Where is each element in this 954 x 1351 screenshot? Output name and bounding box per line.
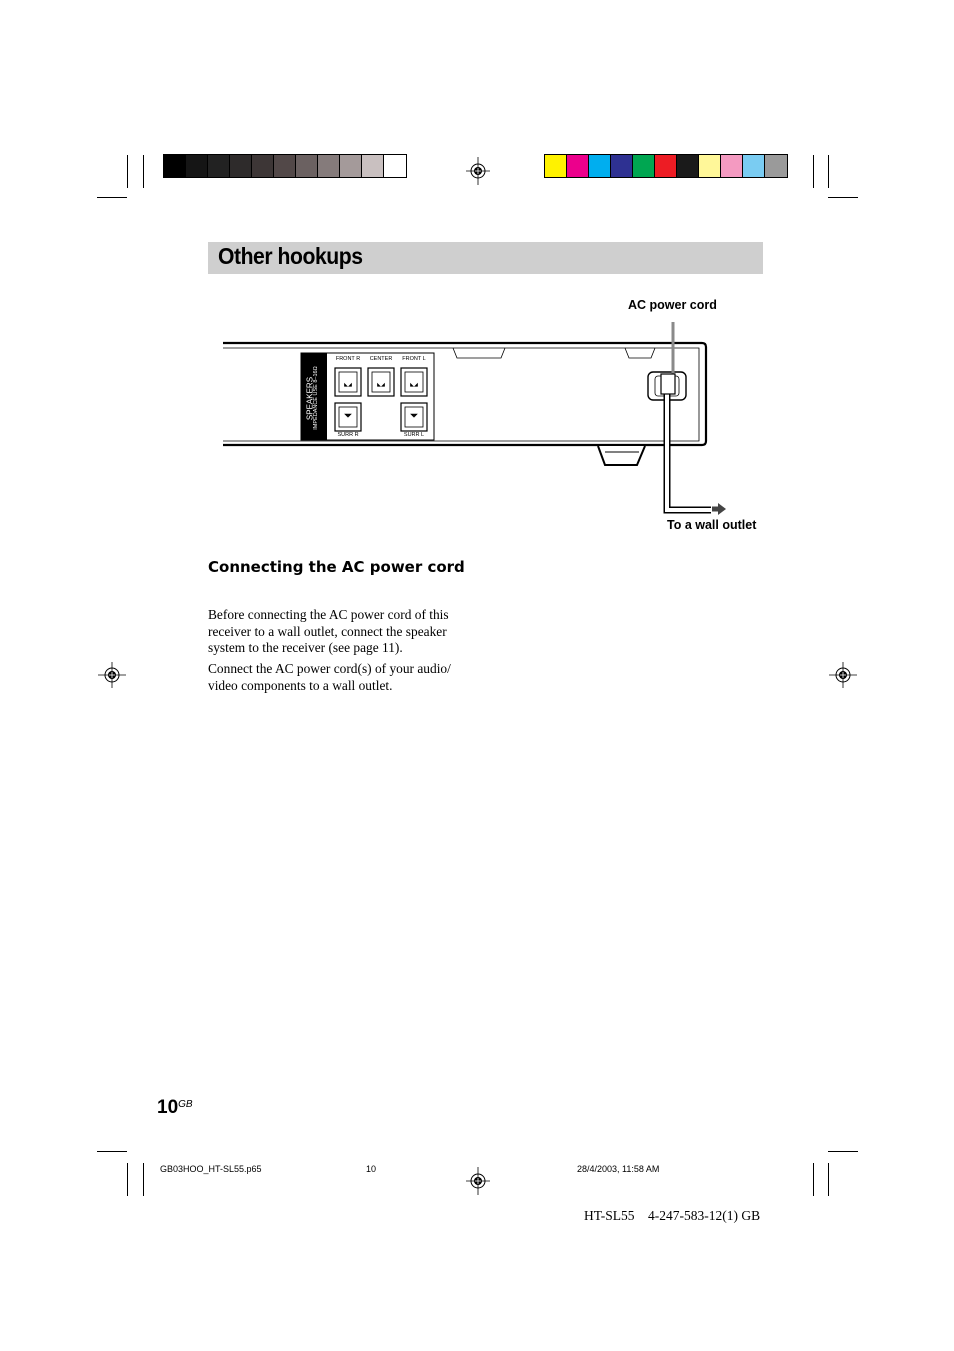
color-swatch xyxy=(545,155,567,177)
speakers-panel-impedance: IMPEDANCE USE 8–16Ω xyxy=(313,366,319,430)
color-swatch xyxy=(655,155,677,177)
surr-l-jack xyxy=(401,403,427,431)
color-calibration-bar xyxy=(544,154,788,178)
file-page: 10 xyxy=(366,1164,377,1174)
color-swatch xyxy=(186,155,208,177)
page-number xyxy=(157,1097,193,1119)
receiver-rear-panel-diagram xyxy=(215,310,735,530)
page-number-value: 10 xyxy=(157,1097,179,1118)
crop-mark xyxy=(97,1151,127,1152)
svg-text:◥◤: ◥◤ xyxy=(410,413,418,419)
surr-r-label: SURR R xyxy=(337,432,359,438)
color-swatch xyxy=(384,155,406,177)
svg-text:◣◢: ◣◢ xyxy=(377,382,385,388)
color-swatch xyxy=(296,155,318,177)
color-swatch xyxy=(677,155,699,177)
print-timestamp: 28/4/2003, 11:58 AM xyxy=(577,1164,660,1174)
crop-mark xyxy=(97,197,127,198)
front-r-jack xyxy=(335,368,361,396)
color-swatch xyxy=(589,155,611,177)
speakers-panel-label: SPEAKERS xyxy=(305,376,315,421)
model-number: HT-SL55 4-247-583-12(1) GB xyxy=(584,1208,761,1223)
color-swatch xyxy=(164,155,186,177)
grayscale-calibration-bar xyxy=(163,154,407,178)
section-title-bar xyxy=(208,242,763,274)
wall-outlet-label: To a wall outlet xyxy=(667,518,757,532)
surr-r-jack xyxy=(335,403,361,431)
center-label: CENTER xyxy=(369,356,393,362)
crop-mark xyxy=(813,1163,814,1196)
registration-target-icon xyxy=(466,1167,490,1195)
color-swatch xyxy=(252,155,274,177)
front-r-label: FRONT R xyxy=(335,356,361,362)
color-swatch xyxy=(699,155,721,177)
svg-text:◣◢: ◣◢ xyxy=(410,382,418,388)
paragraph-2: Connect the AC power cord(s) of your audio/ video components to a wall outlet. xyxy=(208,661,451,693)
svg-text:◥◤: ◥◤ xyxy=(344,413,352,419)
crop-mark xyxy=(143,155,144,188)
svg-text:◣◢: ◣◢ xyxy=(344,382,352,388)
crop-mark xyxy=(127,1163,128,1196)
crop-mark xyxy=(828,155,829,188)
registration-target-icon xyxy=(98,662,126,688)
crop-mark xyxy=(143,1163,144,1196)
color-swatch xyxy=(230,155,252,177)
color-swatch xyxy=(274,155,296,177)
section-heading: Connecting the AC power cord xyxy=(208,558,465,576)
crop-mark xyxy=(828,1151,858,1152)
file-name: GB03HOO_HT-SL55.p65 xyxy=(160,1164,262,1174)
crop-mark xyxy=(813,155,814,188)
center-jack xyxy=(368,368,394,396)
crop-mark xyxy=(828,197,858,198)
page-number-suffix: GB xyxy=(178,1099,193,1110)
crop-mark xyxy=(828,1163,829,1196)
color-swatch xyxy=(721,155,743,177)
color-swatch xyxy=(765,155,787,177)
surr-l-label: SURR L xyxy=(403,432,425,438)
front-l-jack xyxy=(401,368,427,396)
front-l-label: FRONT L xyxy=(402,356,426,362)
color-swatch xyxy=(567,155,589,177)
registration-target-icon xyxy=(466,157,490,185)
color-swatch xyxy=(633,155,655,177)
color-swatch xyxy=(362,155,384,177)
ac-power-cord-label: AC power cord xyxy=(628,298,717,312)
registration-target-icon xyxy=(829,662,857,688)
page-title: Other hookups xyxy=(218,243,363,269)
color-swatch xyxy=(611,155,633,177)
color-swatch xyxy=(743,155,765,177)
color-swatch xyxy=(340,155,362,177)
paragraph-1: Before connecting the AC power cord of this receiver to a wall outlet, connect the speaker system to the receiver (see page 11). xyxy=(208,607,449,655)
crop-mark xyxy=(127,155,128,188)
color-swatch xyxy=(318,155,340,177)
color-swatch xyxy=(208,155,230,177)
